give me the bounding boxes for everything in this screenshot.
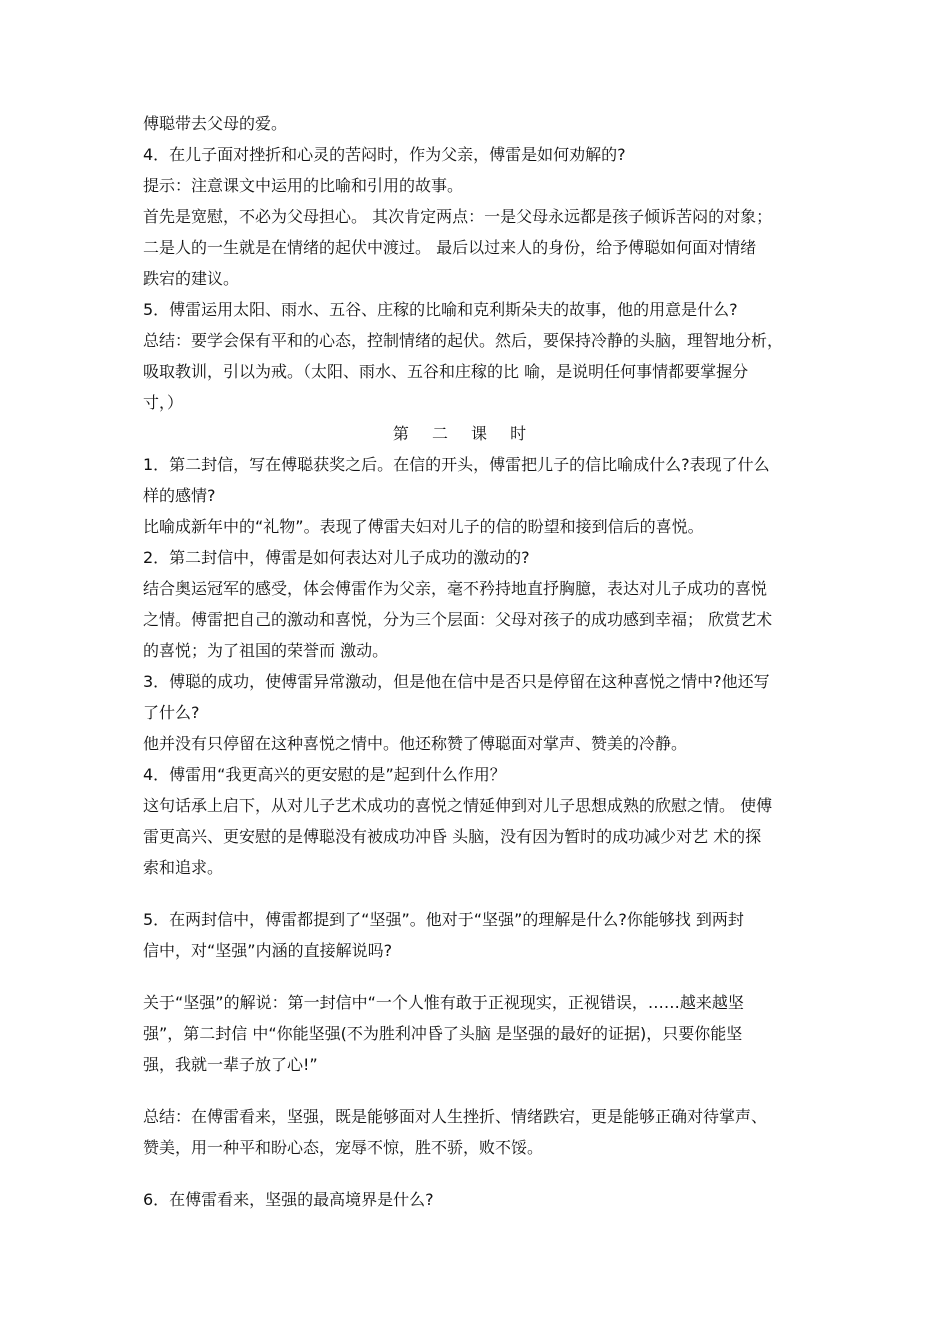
question-5b: 5．在两封信中，傅雷都提到了“坚强”。他对于“坚强”的理解是什么?你能够找 到两封 xyxy=(143,910,744,929)
text-line: 跌宕的建议。 xyxy=(143,269,240,288)
section-title: 第 二 课 时 xyxy=(392,424,536,443)
paragraph-gap xyxy=(143,1080,815,1101)
text-line: 索和追求。 xyxy=(143,858,224,877)
text-line: 样的感情? xyxy=(143,486,216,505)
text-line: 总结：在傅雷看来，坚强，既是能够面对人生挫折、情绪跌宕，更是能够正确对待掌声、 xyxy=(143,1107,768,1126)
paragraph-gap xyxy=(143,966,815,987)
text-line: 总结：要学会保有平和的心态，控制情绪的起伏。然后，要保持冷静的头脑，理智地分析， xyxy=(143,331,784,350)
paragraph-gap xyxy=(143,1163,815,1184)
question-5: 5．傅雷运用太阳、雨水、五谷、庄稼的比喻和克利斯朵夫的故事，他的用意是什么? xyxy=(143,300,738,319)
text-line: 寸，） xyxy=(143,393,184,412)
text-line: 二是人的一生就是在情绪的起伏中渡过。 最后以过来人的身份，给予傅聪如何面对情绪 xyxy=(143,238,757,257)
text-line: 结合奥运冠军的感受，体会傅雷作为父亲，毫不矜持地直抒胸臆，表达对儿子成功的喜悦 xyxy=(143,579,768,598)
text-line: 了什么? xyxy=(143,703,200,722)
question-1: 1．第二封信，写在傅聪获奖之后。在信的开头，傅雷把儿子的信比喻成什么?表现了什么 xyxy=(143,455,770,474)
text-line: 信中，对“坚强”内涵的直接解说吗? xyxy=(143,941,393,960)
question-6: 6．在傅雷看来，坚强的最高境界是什么? xyxy=(143,1190,434,1209)
text-line: 强”，第二封信 中“你能坚强(不为胜利冲昏了头脑 是坚强的最好的证据)，只要你能坚 xyxy=(143,1024,743,1043)
text-line: 他并没有只停留在这种喜悦之情中。他还称赞了傅聪面对掌声、赞美的冷静。 xyxy=(143,734,688,753)
text-line: 强，我就一辈子放了心!” xyxy=(143,1055,318,1074)
question-4: 4．在儿子面对挫折和心灵的苦闷时，作为父亲，傅雷是如何劝解的? xyxy=(143,145,626,164)
text-line: 的喜悦；为了祖国的荣誉而 激动。 xyxy=(143,641,389,660)
question-3: 3．傅聪的成功，使傅雷异常激动，但是他在信中是否只是停留在这种喜悦之情中?他还写 xyxy=(143,672,770,691)
text-line: 雷更高兴、更安慰的是傅聪没有被成功冲昏 头脑，没有因为暂时的成功减少对艺 术的探 xyxy=(143,827,762,846)
text-line: 关于“坚强”的解说：第一封信中“一个人惟有敢于正视现实，正视错误，……越来越坚 xyxy=(143,993,744,1012)
text-line: 首先是宽慰，不必为父母担心。 其次肯定两点：一是父母永远都是孩子倾诉苦闷的对象； xyxy=(143,207,773,226)
document-body xyxy=(143,108,815,1215)
text-line: 之情。傅雷把自己的激动和喜悦，分为三个层面：父母对孩子的成功感到幸福； 欣赏艺术 xyxy=(143,610,773,629)
text-line: 这句话承上启下，从对儿子艺术成功的喜悦之情延伸到对儿子思想成熟的欣慰之情。 使傅 xyxy=(143,796,773,815)
question-2: 2．第二封信中，傅雷是如何表达对儿子成功的激动的? xyxy=(143,548,530,567)
paragraph-gap xyxy=(143,883,815,904)
text-line: 傅聪带去父母的爱。 xyxy=(143,114,288,133)
text-line: 赞美，用一种平和盼心态，宠辱不惊，胜不骄，败不馁。 xyxy=(143,1138,544,1157)
question-4b: 4．傅雷用“我更高兴的更安慰的是”起到什么作用？ xyxy=(143,765,506,784)
text-line: 提示：注意课文中运用的比喻和引用的故事。 xyxy=(143,176,464,195)
text-line: 吸取教训，引以为戒。（太阳、雨水、五谷和庄稼的比 喻，是说明任何事情都要掌握分 xyxy=(143,362,749,381)
text-line: 比喻成新年中的“礼物”。表现了傅雷夫妇对儿子的信的盼望和接到信后的喜悦。 xyxy=(143,517,704,536)
